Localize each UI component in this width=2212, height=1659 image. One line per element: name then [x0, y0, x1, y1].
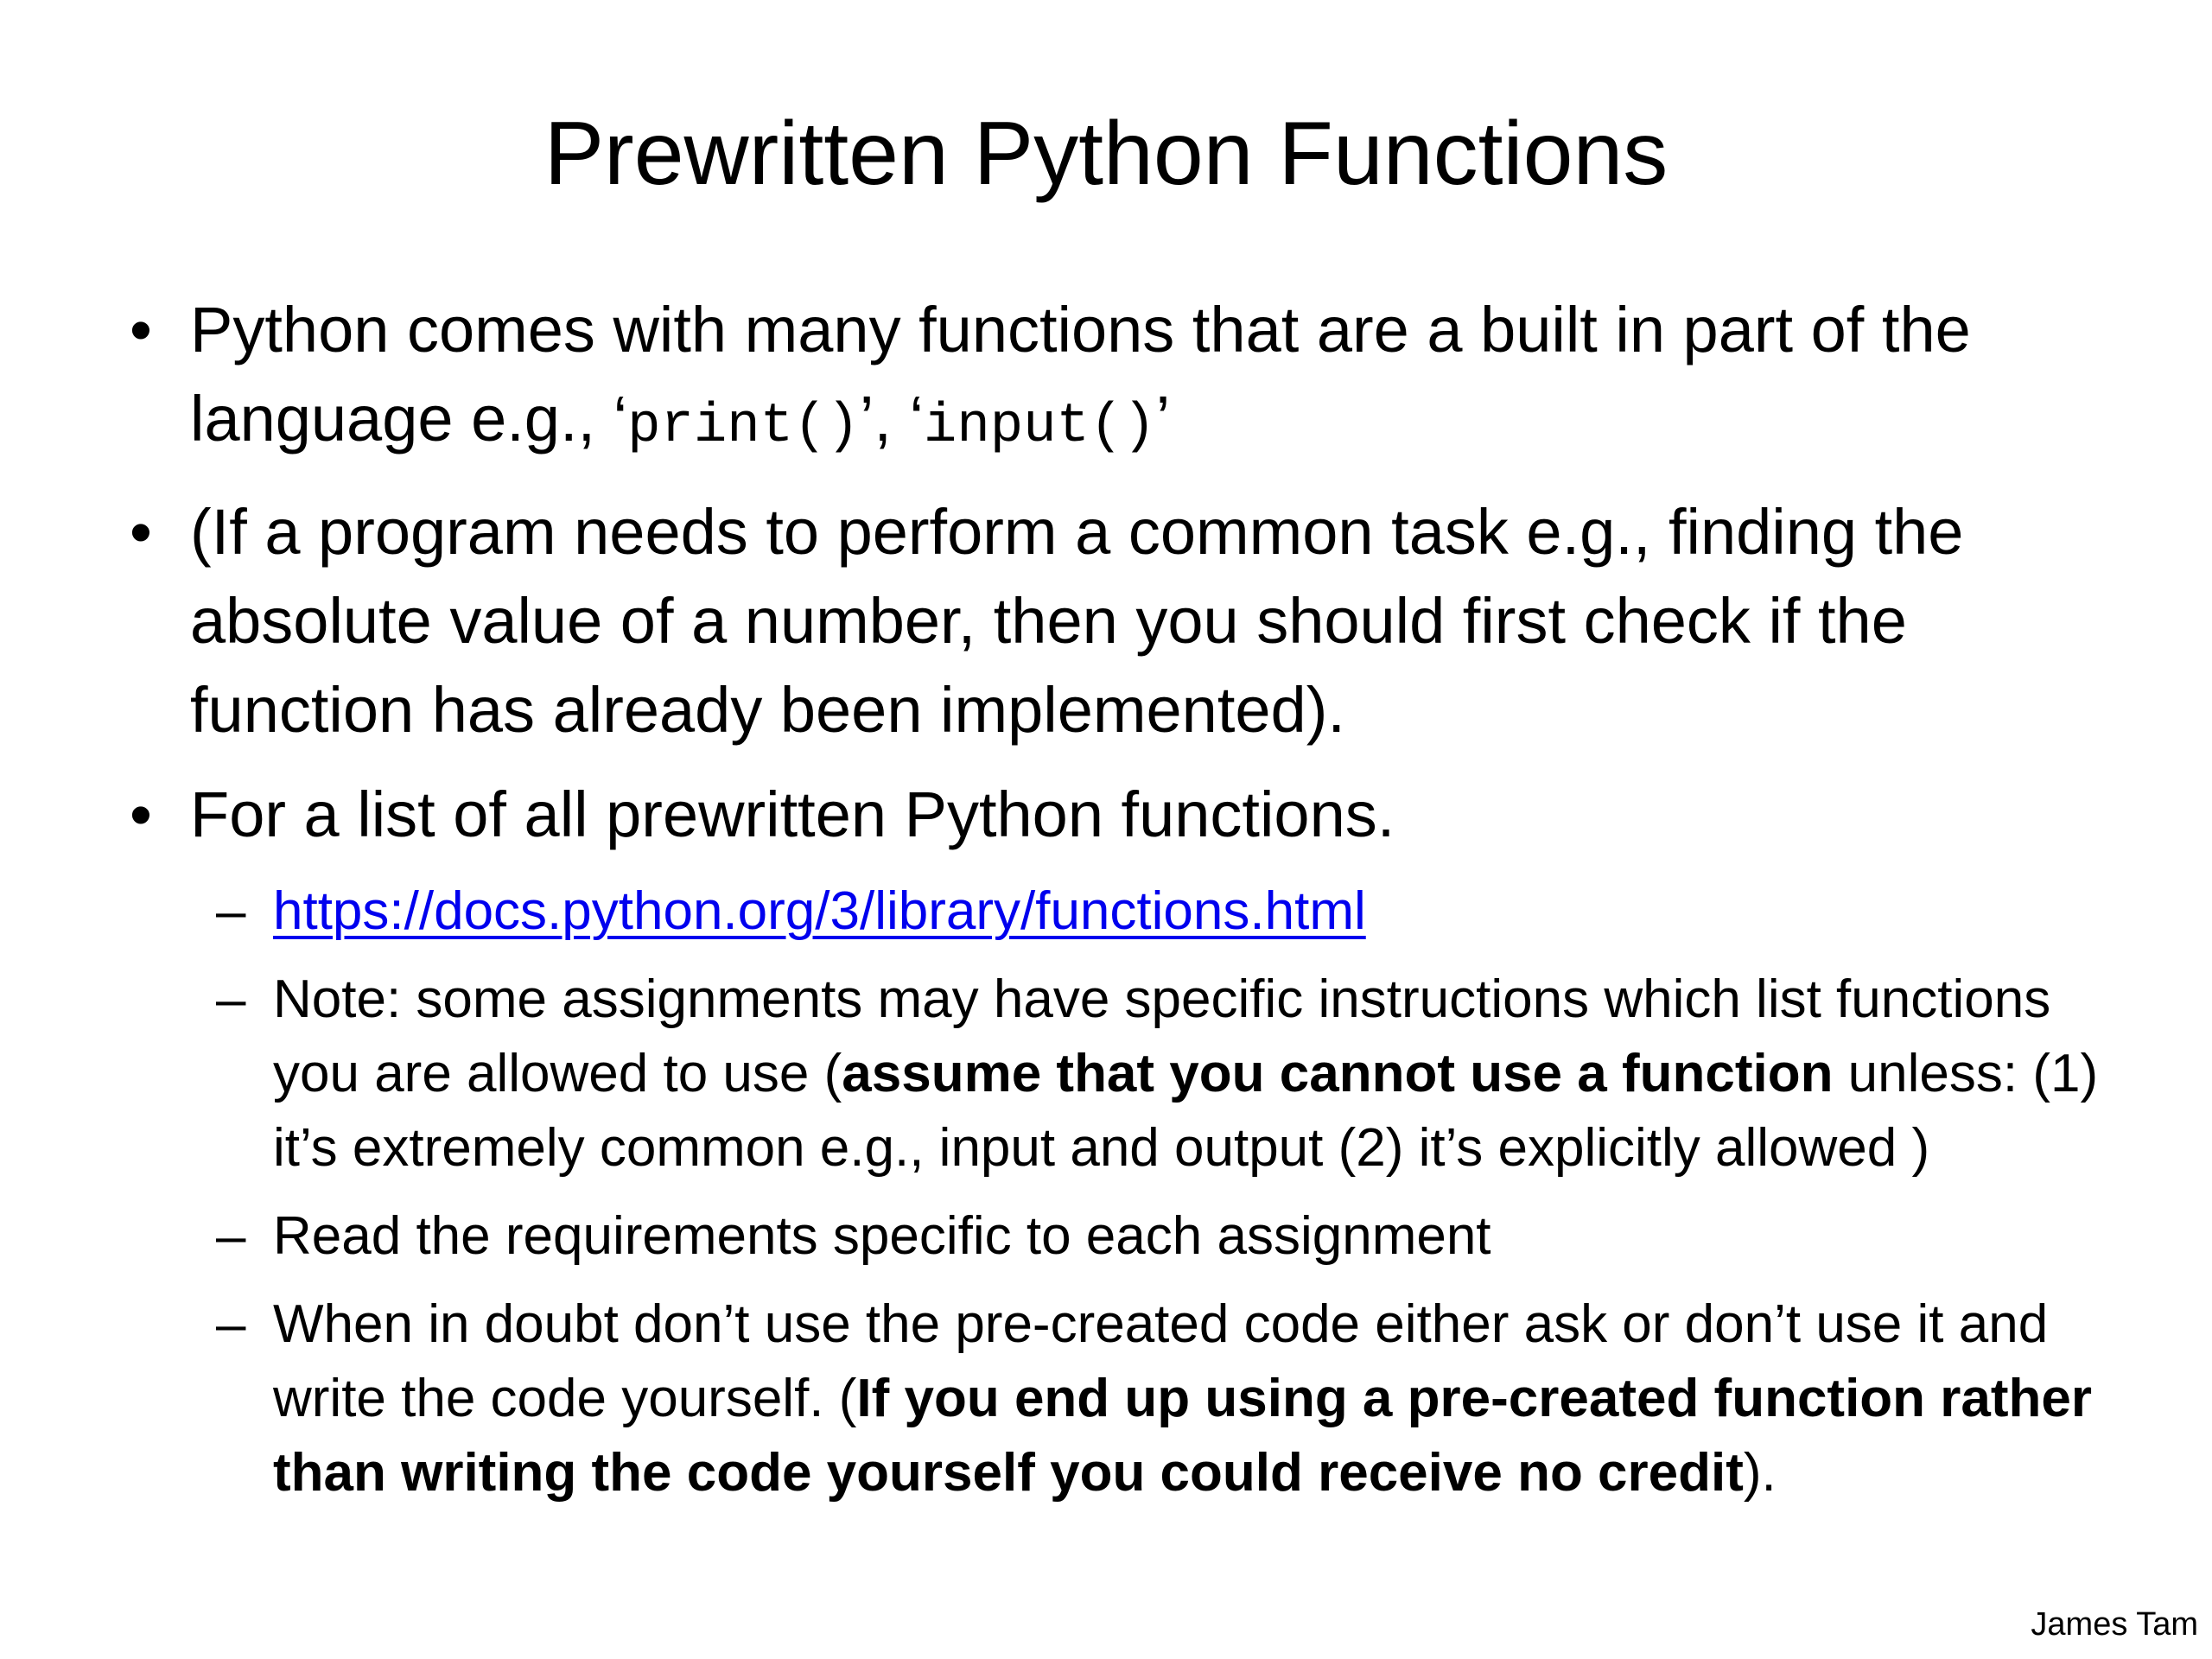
note-text-end: unless: (1) it’s extremely common e.g., input and output (2) it’s explicitly allowed ) [273, 1044, 2099, 1178]
bullet-marker: • [130, 294, 152, 365]
note-text: Note: some assignments may have specific instructions which list functions you are allowed to use ( [273, 969, 2051, 1103]
python-docs-link[interactable]: https://docs.python.org/3/library/functions.html [273, 881, 1366, 941]
bullet-text: Python comes with many functions that are a built in part of the language e.g., ‘ [190, 294, 1971, 454]
doubt-bold-text: If you end up using a pre-created function rather than writing the code yourself you could receive no credit [273, 1369, 2093, 1503]
doubt-text: When in doubt don’t use the pre-created code either ask or don’t use it and write the code yourself. ( [273, 1294, 2049, 1428]
code-print: print() [627, 396, 860, 458]
read-text: Read the requirements specific to each assignment [273, 1206, 1491, 1266]
bullet-builtin-functions [0, 285, 2212, 472]
bullet-text-sep: ’, ‘ [859, 383, 924, 454]
subbullet-when-in-doubt [0, 1287, 2212, 1510]
bullet-marker: • [130, 496, 152, 568]
subbullet-read-requirements [0, 1199, 2212, 1274]
bullet-text: (If a program needs to perform a common task e.g., finding the absolute value of a number, then you should first check if the function has already been implemented). [190, 496, 1964, 746]
bullet-function-list [0, 770, 2212, 859]
footer-author: James Tam [2031, 1606, 2198, 1643]
dash-marker: – [216, 1206, 246, 1266]
dash-marker: – [216, 1294, 246, 1354]
bullet-common-task [0, 487, 2212, 754]
slide-title: Prewritten Python Functions [543, 104, 1669, 204]
dash-marker: – [216, 969, 246, 1029]
subbullet-note [0, 963, 2212, 1185]
doubt-text-end: ). [1743, 1443, 1777, 1503]
bullet-marker: • [130, 779, 152, 850]
note-bold-text: assume that you cannot use a function [842, 1044, 1834, 1103]
bullet-text-end: ’ [1155, 383, 1171, 454]
dash-marker: – [216, 881, 246, 941]
bullet-list [0, 285, 2212, 1524]
code-input: input() [923, 396, 1156, 458]
subbullet-link [0, 874, 2212, 949]
bullet-text: For a list of all prewritten Python functions. [190, 779, 1395, 850]
